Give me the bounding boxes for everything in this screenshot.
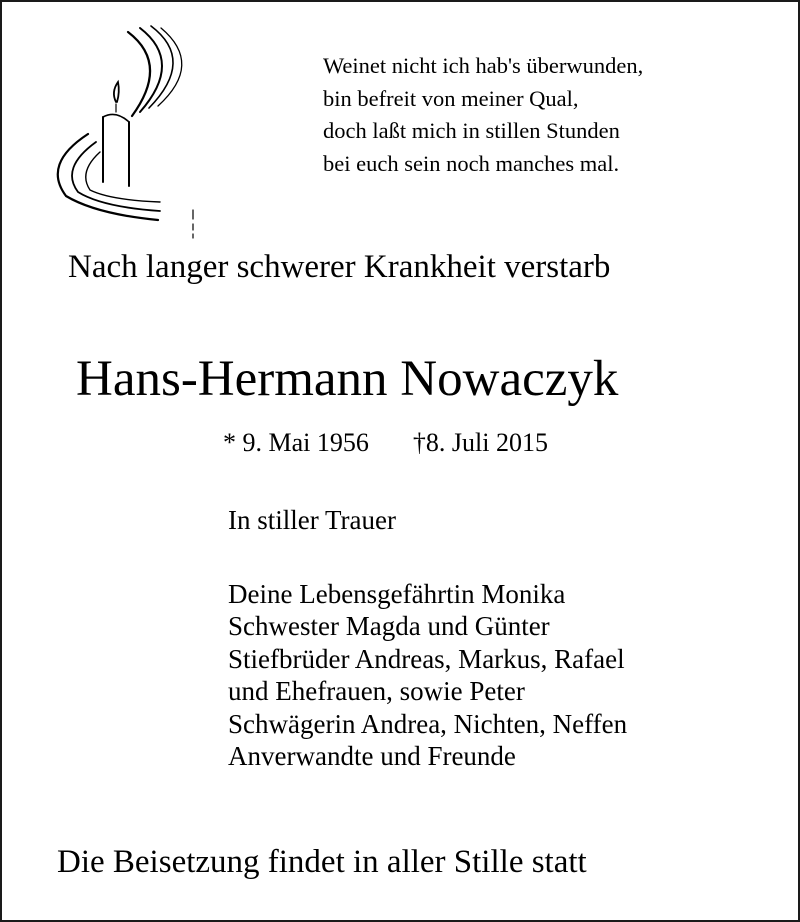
mourning-phrase: In stiller Trauer bbox=[228, 505, 396, 535]
poem-line: Weinet nicht ich hab's überwunden, bbox=[323, 53, 644, 78]
candle-icon bbox=[40, 24, 210, 244]
mourner-line: Schwägerin Andrea, Nichten, Neffen bbox=[228, 708, 628, 739]
poem-line: bin befreit von meiner Qual, bbox=[323, 85, 579, 111]
mourner-line: Schwester Magda und Günter bbox=[228, 611, 550, 642]
death-date: †8. Juli 2015 bbox=[412, 428, 548, 457]
birth-date: * 9. Mai 1956 bbox=[223, 428, 369, 457]
poem-line: doch laßt mich in stillen Stunden bbox=[323, 118, 620, 143]
mourner-line: Deine Lebensgefährtin Monika bbox=[228, 579, 566, 609]
poem-line: bei euch sein noch manches mal. bbox=[323, 150, 620, 176]
mourner-line: Anverwandte und Freunde bbox=[228, 741, 516, 772]
intro-text: Nach langer schwerer Krankheit verstarb bbox=[68, 249, 611, 285]
mourner-line: und Ehefrauen, sowie Peter bbox=[228, 676, 525, 707]
deceased-name: Hans-Hermann Nowaczyk bbox=[76, 351, 619, 407]
mourners-list bbox=[228, 578, 627, 772]
burial-notice: Die Beisetzung findet in aller Stille statt bbox=[57, 844, 587, 880]
mourner-line: Stiefbrüder Andreas, Markus, Rafael bbox=[228, 643, 625, 674]
life-dates bbox=[223, 426, 548, 460]
poem bbox=[323, 50, 643, 180]
